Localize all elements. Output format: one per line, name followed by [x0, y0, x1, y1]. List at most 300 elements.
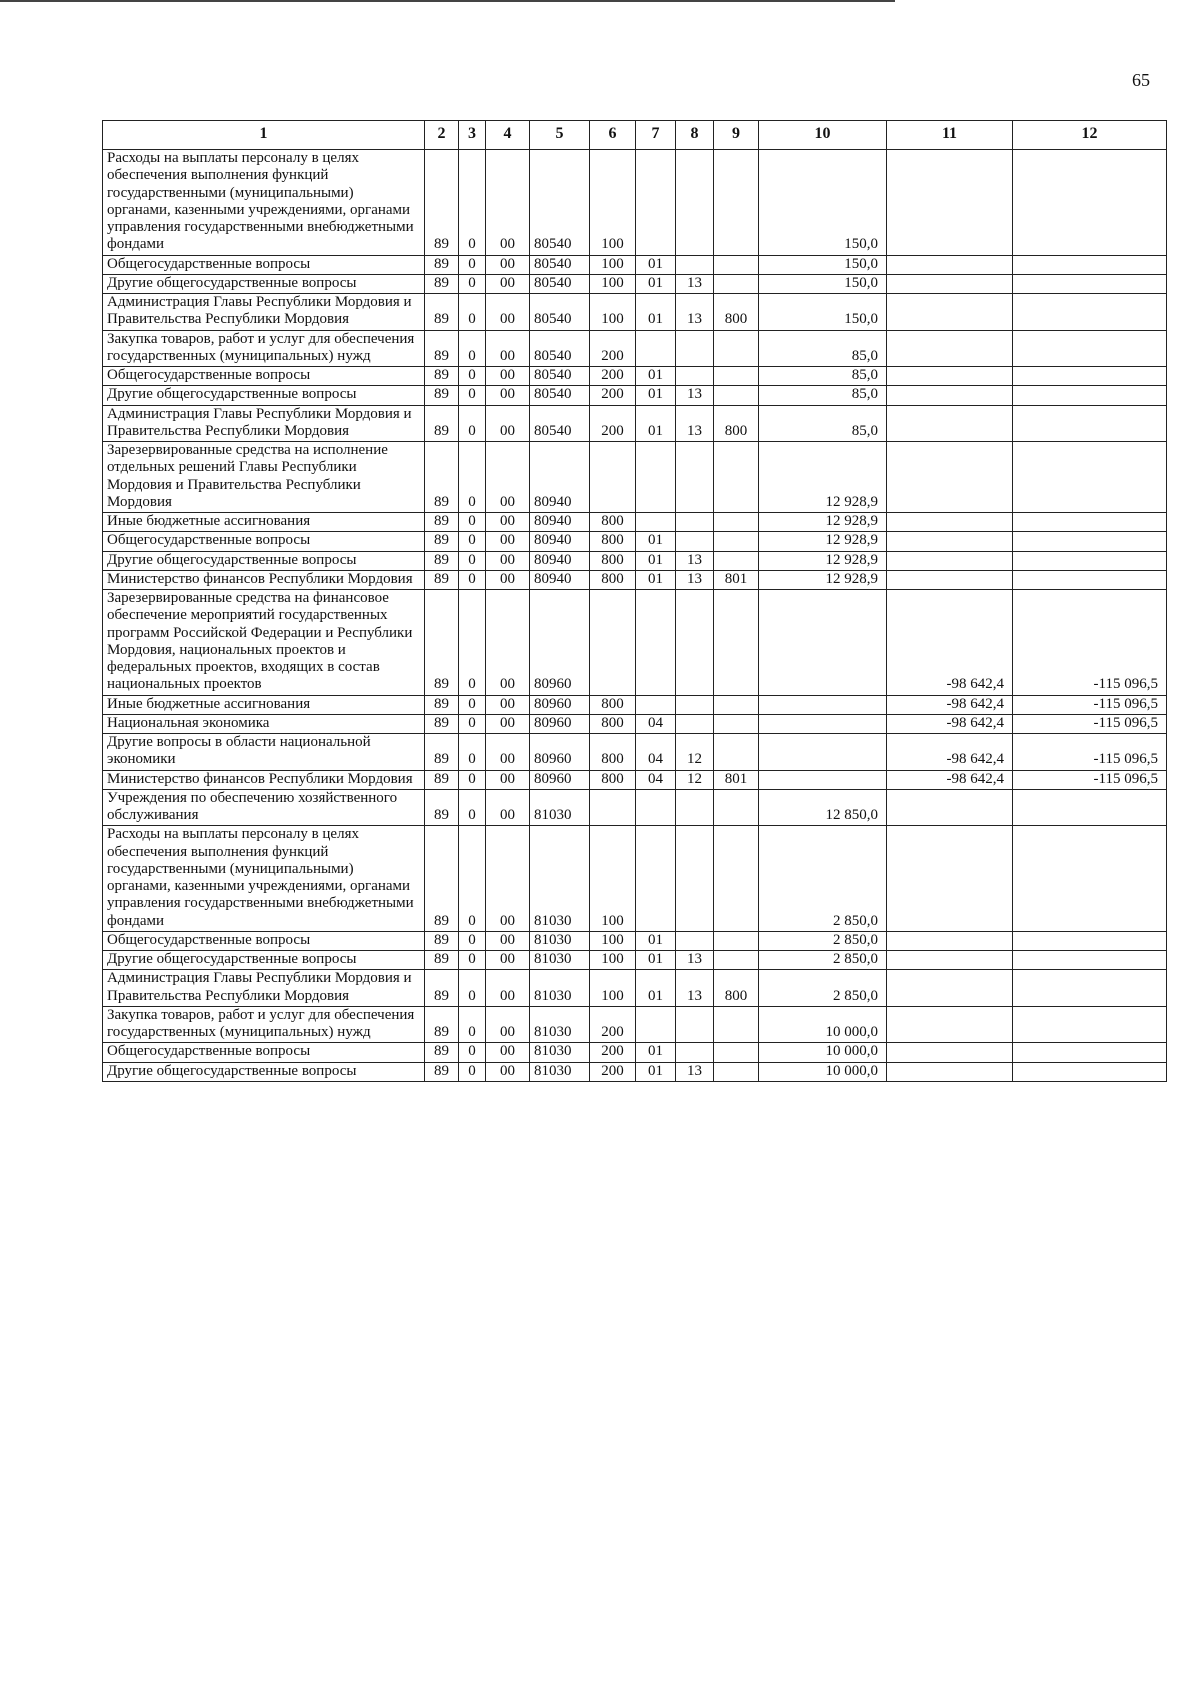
code-cell: 89 [425, 1043, 459, 1062]
code-cell [714, 330, 759, 367]
table-row [103, 570, 1167, 589]
table-row [103, 442, 1167, 513]
code-cell: 800 [590, 770, 636, 789]
code-cell: 200 [590, 330, 636, 367]
code-cell: 13 [676, 274, 714, 293]
code-cell: 80540 [530, 367, 590, 386]
amount-cell: -115 096,5 [1013, 770, 1167, 789]
code-cell [714, 714, 759, 733]
amount-cell [887, 367, 1013, 386]
amount-cell: -98 642,4 [887, 590, 1013, 696]
code-cell: 89 [425, 255, 459, 274]
row-name-cell: Другие общегосударственные вопросы [103, 1062, 425, 1081]
code-cell: 0 [459, 590, 486, 696]
code-cell: 04 [636, 714, 676, 733]
code-cell [714, 442, 759, 513]
code-cell: 0 [459, 734, 486, 771]
code-cell: 81030 [530, 1043, 590, 1062]
amount-cell [887, 274, 1013, 293]
table-row [103, 770, 1167, 789]
amount-cell [887, 551, 1013, 570]
amount-cell [759, 695, 887, 714]
code-cell: 89 [425, 150, 459, 256]
code-cell [676, 714, 714, 733]
amount-cell [887, 532, 1013, 551]
code-cell: 100 [590, 274, 636, 293]
code-cell: 0 [459, 970, 486, 1007]
code-cell: 04 [636, 770, 676, 789]
code-cell: 200 [590, 1043, 636, 1062]
amount-cell [887, 789, 1013, 826]
code-cell: 80540 [530, 294, 590, 331]
amount-cell: -98 642,4 [887, 770, 1013, 789]
code-cell: 80960 [530, 714, 590, 733]
code-cell: 0 [459, 442, 486, 513]
code-cell: 89 [425, 734, 459, 771]
code-cell [714, 386, 759, 405]
code-cell [714, 931, 759, 950]
code-cell [636, 330, 676, 367]
code-cell: 200 [590, 367, 636, 386]
code-cell: 0 [459, 931, 486, 950]
code-cell: 800 [590, 513, 636, 532]
code-cell: 04 [636, 734, 676, 771]
code-cell: 81030 [530, 970, 590, 1007]
code-cell: 01 [636, 255, 676, 274]
row-name-cell: Общегосударственные вопросы [103, 931, 425, 950]
amount-cell: 12 928,9 [759, 551, 887, 570]
amount-cell: 150,0 [759, 150, 887, 256]
code-cell: 00 [486, 274, 530, 293]
code-cell: 00 [486, 951, 530, 970]
amount-cell [1013, 789, 1167, 826]
code-cell: 80540 [530, 150, 590, 256]
code-cell: 0 [459, 405, 486, 442]
row-name-cell: Зарезервированные средства на финансовое обеспечение мероприятий государственных программ Российской Федерации и Республики Мордовия, национальных проектов и федеральных проектов, входящих в состав национальных проектов [103, 590, 425, 696]
code-cell: 80940 [530, 532, 590, 551]
code-cell: 00 [486, 590, 530, 696]
row-name-cell: Общегосударственные вопросы [103, 532, 425, 551]
table-row [103, 551, 1167, 570]
code-cell [676, 1006, 714, 1043]
row-name-cell: Закупка товаров, работ и услуг для обеспечения государственных (муниципальных) нужд [103, 1006, 425, 1043]
amount-cell: -115 096,5 [1013, 695, 1167, 714]
amount-cell: 150,0 [759, 255, 887, 274]
table-row [103, 590, 1167, 696]
table-row [103, 1006, 1167, 1043]
amount-cell [1013, 255, 1167, 274]
amount-cell: 2 850,0 [759, 931, 887, 950]
code-cell: 89 [425, 367, 459, 386]
column-header: 12 [1013, 121, 1167, 150]
code-cell [676, 590, 714, 696]
code-cell: 01 [636, 551, 676, 570]
amount-cell [1013, 150, 1167, 256]
row-name-cell: Закупка товаров, работ и услуг для обеспечения государственных (муниципальных) нужд [103, 330, 425, 367]
row-name-cell: Общегосударственные вопросы [103, 367, 425, 386]
code-cell [676, 150, 714, 256]
row-name-cell: Национальная экономика [103, 714, 425, 733]
code-cell: 01 [636, 532, 676, 551]
amount-cell: 2 850,0 [759, 970, 887, 1007]
code-cell: 00 [486, 1062, 530, 1081]
table-row [103, 1043, 1167, 1062]
budget-table [102, 120, 1167, 1082]
code-cell: 00 [486, 789, 530, 826]
code-cell [676, 330, 714, 367]
code-cell: 13 [676, 570, 714, 589]
code-cell [714, 1062, 759, 1081]
amount-cell [887, 1043, 1013, 1062]
code-cell [590, 590, 636, 696]
code-cell: 00 [486, 551, 530, 570]
row-name-cell: Министерство финансов Республики Мордовия [103, 570, 425, 589]
row-name-cell: Другие общегосударственные вопросы [103, 951, 425, 970]
code-cell: 13 [676, 970, 714, 1007]
table-row [103, 532, 1167, 551]
column-header: 2 [425, 121, 459, 150]
code-cell: 80540 [530, 255, 590, 274]
amount-cell [1013, 274, 1167, 293]
code-cell: 00 [486, 826, 530, 932]
code-cell [714, 551, 759, 570]
amount-cell [1013, 1006, 1167, 1043]
column-header: 10 [759, 121, 887, 150]
code-cell [636, 590, 676, 696]
code-cell: 13 [676, 294, 714, 331]
code-cell: 89 [425, 714, 459, 733]
amount-cell: 12 928,9 [759, 513, 887, 532]
code-cell: 80940 [530, 570, 590, 589]
table-body [103, 150, 1167, 1082]
amount-cell: 2 850,0 [759, 826, 887, 932]
table-row [103, 150, 1167, 256]
code-cell [636, 513, 676, 532]
table-row [103, 734, 1167, 771]
code-cell [676, 826, 714, 932]
code-cell: 00 [486, 695, 530, 714]
column-header: 8 [676, 121, 714, 150]
code-cell: 800 [590, 695, 636, 714]
code-cell: 200 [590, 1006, 636, 1043]
code-cell [676, 931, 714, 950]
amount-cell: 2 850,0 [759, 951, 887, 970]
top-rule [0, 0, 895, 2]
code-cell: 0 [459, 695, 486, 714]
row-name-cell: Общегосударственные вопросы [103, 255, 425, 274]
amount-cell: 12 928,9 [759, 532, 887, 551]
table-row [103, 1062, 1167, 1081]
code-cell: 01 [636, 970, 676, 1007]
table-row [103, 274, 1167, 293]
column-header: 4 [486, 121, 530, 150]
table-row [103, 951, 1167, 970]
amount-cell: -115 096,5 [1013, 590, 1167, 696]
code-cell: 200 [590, 1062, 636, 1081]
row-name-cell: Администрация Главы Республики Мордовия и Правительства Республики Мордовия [103, 405, 425, 442]
code-cell: 0 [459, 294, 486, 331]
amount-cell [1013, 551, 1167, 570]
code-cell: 00 [486, 386, 530, 405]
amount-cell [887, 255, 1013, 274]
code-cell: 01 [636, 367, 676, 386]
amount-cell: 10 000,0 [759, 1043, 887, 1062]
row-name-cell: Другие общегосударственные вопросы [103, 386, 425, 405]
code-cell: 800 [714, 294, 759, 331]
column-header: 7 [636, 121, 676, 150]
code-cell: 0 [459, 255, 486, 274]
amount-cell [1013, 1043, 1167, 1062]
code-cell: 800 [590, 551, 636, 570]
code-cell: 00 [486, 1043, 530, 1062]
amount-cell [759, 714, 887, 733]
code-cell: 80940 [530, 442, 590, 513]
code-cell [714, 255, 759, 274]
amount-cell: -115 096,5 [1013, 714, 1167, 733]
code-cell [714, 789, 759, 826]
code-cell: 0 [459, 330, 486, 367]
amount-cell [887, 405, 1013, 442]
code-cell: 81030 [530, 951, 590, 970]
code-cell: 0 [459, 789, 486, 826]
table-row [103, 255, 1167, 274]
row-name-cell: Зарезервированные средства на исполнение отдельных решений Главы Республики Мордовия и Правительства Республики Мордовия [103, 442, 425, 513]
code-cell: 89 [425, 1062, 459, 1081]
code-cell: 80960 [530, 734, 590, 771]
code-cell: 100 [590, 826, 636, 932]
code-cell: 13 [676, 1062, 714, 1081]
amount-cell: 85,0 [759, 330, 887, 367]
table-row [103, 789, 1167, 826]
code-cell: 00 [486, 714, 530, 733]
code-cell: 00 [486, 150, 530, 256]
code-cell: 81030 [530, 1062, 590, 1081]
amount-cell [887, 1006, 1013, 1043]
column-header: 9 [714, 121, 759, 150]
amount-cell [1013, 931, 1167, 950]
code-cell: 800 [590, 532, 636, 551]
code-cell: 12 [676, 770, 714, 789]
code-cell: 01 [636, 951, 676, 970]
amount-cell: 10 000,0 [759, 1062, 887, 1081]
code-cell [636, 826, 676, 932]
table-row [103, 513, 1167, 532]
code-cell: 89 [425, 590, 459, 696]
code-cell: 01 [636, 1043, 676, 1062]
code-cell [676, 1043, 714, 1062]
code-cell: 89 [425, 789, 459, 826]
code-cell: 89 [425, 570, 459, 589]
code-cell: 100 [590, 294, 636, 331]
table-row [103, 931, 1167, 950]
code-cell: 00 [486, 255, 530, 274]
table-row [103, 294, 1167, 331]
code-cell: 89 [425, 294, 459, 331]
code-cell: 00 [486, 931, 530, 950]
amount-cell [1013, 570, 1167, 589]
code-cell: 0 [459, 714, 486, 733]
row-name-cell: Расходы на выплаты персоналу в целях обеспечения выполнения функций государственными (муниципальными) органами, казенными учреждениями, органами управления государственными внебюджетными фондами [103, 826, 425, 932]
code-cell [636, 1006, 676, 1043]
row-name-cell: Министерство финансов Республики Мордовия [103, 770, 425, 789]
code-cell [714, 734, 759, 771]
code-cell: 00 [486, 970, 530, 1007]
row-name-cell: Администрация Главы Республики Мордовия и Правительства Республики Мордовия [103, 294, 425, 331]
code-cell: 0 [459, 1043, 486, 1062]
code-cell: 01 [636, 931, 676, 950]
amount-cell [759, 734, 887, 771]
amount-cell: -98 642,4 [887, 734, 1013, 771]
code-cell: 01 [636, 294, 676, 331]
code-cell: 00 [486, 330, 530, 367]
table-row [103, 367, 1167, 386]
amount-cell: 150,0 [759, 274, 887, 293]
code-cell: 13 [676, 405, 714, 442]
code-cell: 89 [425, 695, 459, 714]
code-cell: 00 [486, 294, 530, 331]
table-header-row [103, 121, 1167, 150]
code-cell: 89 [425, 826, 459, 932]
amount-cell: 85,0 [759, 367, 887, 386]
code-cell: 00 [486, 405, 530, 442]
amount-cell [887, 294, 1013, 331]
code-cell: 01 [636, 386, 676, 405]
code-cell [590, 442, 636, 513]
code-cell: 80960 [530, 590, 590, 696]
code-cell: 0 [459, 532, 486, 551]
table-row [103, 405, 1167, 442]
code-cell [636, 695, 676, 714]
code-cell [676, 789, 714, 826]
code-cell: 89 [425, 970, 459, 1007]
column-header: 5 [530, 121, 590, 150]
amount-cell [887, 513, 1013, 532]
table-row [103, 386, 1167, 405]
code-cell: 00 [486, 734, 530, 771]
column-header: 11 [887, 121, 1013, 150]
row-name-cell: Учреждения по обеспечению хозяйственного обслуживания [103, 789, 425, 826]
amount-cell [1013, 532, 1167, 551]
code-cell: 01 [636, 570, 676, 589]
code-cell [714, 150, 759, 256]
amount-cell [1013, 405, 1167, 442]
code-cell: 89 [425, 532, 459, 551]
code-cell: 89 [425, 951, 459, 970]
code-cell: 89 [425, 274, 459, 293]
amount-cell [1013, 970, 1167, 1007]
amount-cell [887, 970, 1013, 1007]
code-cell: 12 [676, 734, 714, 771]
amount-cell [887, 330, 1013, 367]
code-cell: 200 [590, 386, 636, 405]
row-name-cell: Другие вопросы в области национальной экономики [103, 734, 425, 771]
code-cell: 89 [425, 1006, 459, 1043]
code-cell: 13 [676, 951, 714, 970]
amount-cell [1013, 442, 1167, 513]
code-cell [714, 532, 759, 551]
code-cell: 01 [636, 405, 676, 442]
code-cell: 0 [459, 826, 486, 932]
table-row [103, 714, 1167, 733]
code-cell [590, 789, 636, 826]
code-cell: 100 [590, 255, 636, 274]
amount-cell [759, 590, 887, 696]
code-cell: 81030 [530, 789, 590, 826]
code-cell [714, 367, 759, 386]
table-row [103, 330, 1167, 367]
code-cell: 89 [425, 513, 459, 532]
amount-cell [887, 386, 1013, 405]
row-name-cell: Иные бюджетные ассигнования [103, 695, 425, 714]
code-cell: 800 [714, 970, 759, 1007]
code-cell: 0 [459, 1062, 486, 1081]
column-header: 6 [590, 121, 636, 150]
code-cell: 80960 [530, 695, 590, 714]
code-cell: 200 [590, 405, 636, 442]
code-cell: 800 [590, 570, 636, 589]
code-cell: 01 [636, 1062, 676, 1081]
code-cell: 00 [486, 532, 530, 551]
amount-cell [1013, 1062, 1167, 1081]
code-cell: 800 [714, 405, 759, 442]
row-name-cell: Иные бюджетные ассигнования [103, 513, 425, 532]
code-cell [636, 442, 676, 513]
amount-cell [887, 570, 1013, 589]
code-cell: 89 [425, 551, 459, 570]
amount-cell [1013, 951, 1167, 970]
code-cell [714, 274, 759, 293]
code-cell: 89 [425, 442, 459, 513]
column-header: 1 [103, 121, 425, 150]
amount-cell [759, 770, 887, 789]
code-cell: 100 [590, 931, 636, 950]
amount-cell [1013, 367, 1167, 386]
code-cell: 13 [676, 386, 714, 405]
amount-cell [1013, 330, 1167, 367]
code-cell [714, 1043, 759, 1062]
row-name-cell: Администрация Главы Республики Мордовия и Правительства Республики Мордовия [103, 970, 425, 1007]
code-cell: 80540 [530, 386, 590, 405]
code-cell: 0 [459, 367, 486, 386]
code-cell: 89 [425, 330, 459, 367]
code-cell: 89 [425, 770, 459, 789]
code-cell: 01 [636, 274, 676, 293]
code-cell [714, 513, 759, 532]
amount-cell [887, 442, 1013, 513]
row-name-cell: Расходы на выплаты персоналу в целях обеспечения выполнения функций государственными (муниципальными) органами, казенными учреждениями, органами управления государственными внебюджетными фондами [103, 150, 425, 256]
code-cell: 80540 [530, 274, 590, 293]
amount-cell: 85,0 [759, 405, 887, 442]
amount-cell [887, 826, 1013, 932]
code-cell [676, 442, 714, 513]
code-cell: 80960 [530, 770, 590, 789]
row-name-cell: Другие общегосударственные вопросы [103, 274, 425, 293]
amount-cell: -98 642,4 [887, 714, 1013, 733]
amount-cell: 12 928,9 [759, 442, 887, 513]
code-cell: 00 [486, 770, 530, 789]
table-row [103, 970, 1167, 1007]
code-cell [714, 695, 759, 714]
code-cell: 89 [425, 405, 459, 442]
code-cell: 100 [590, 970, 636, 1007]
code-cell: 89 [425, 931, 459, 950]
code-cell: 80540 [530, 330, 590, 367]
code-cell [676, 532, 714, 551]
amount-cell [887, 951, 1013, 970]
code-cell [714, 951, 759, 970]
table-row [103, 826, 1167, 932]
amount-cell [887, 931, 1013, 950]
